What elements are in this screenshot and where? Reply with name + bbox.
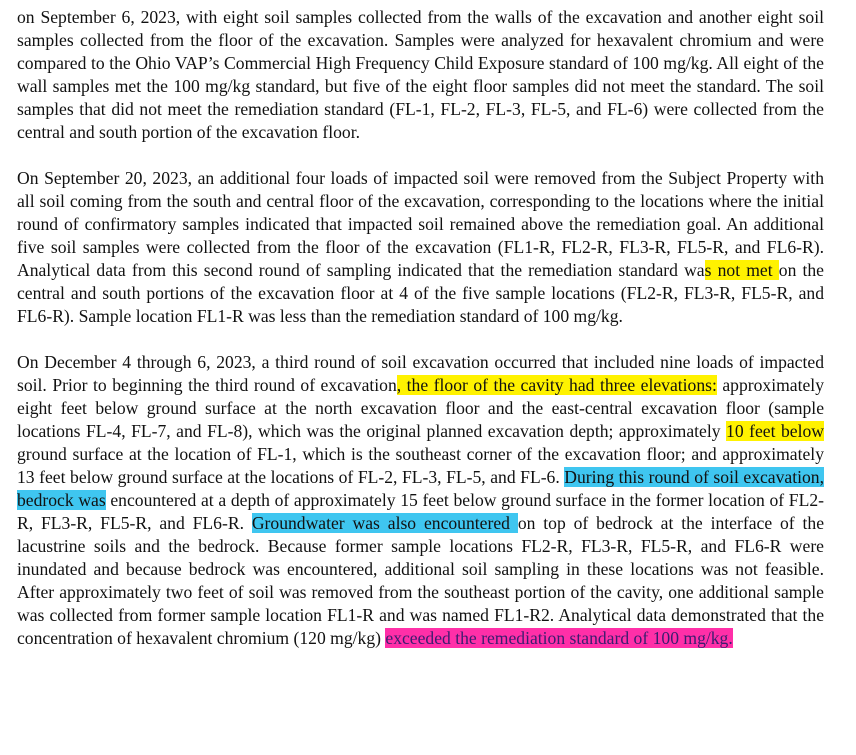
highlight-not-met: s not met <box>704 260 779 280</box>
paragraph-text: approximately eight feet below ground surface at the north excavation floor and the east-central excavation floor (sample locations FL-4, FL-7, and FL-8), which was the original planned excavation depth; approximately <box>17 375 824 441</box>
highlight-three-elevations: , the floor of the cavity had three elevations: <box>396 375 717 395</box>
highlight-exceeded: exceeded the remediation standard of 100 mg/kg. <box>385 628 733 648</box>
paragraph-text: on September 6, 2023, with eight soil samples collected from the walls of the excavation and another eight soil samples collected from the floor of the excavation. Samples were analyzed for hexavalent chromium and were compared to the Ohio VAP’s Commercial High Frequency Child Exposure standard of 100 mg/kg. All eight of the wall samples met the 100 mg/kg standard, but five of the eight floor samples did not meet the standard. The soil samples that did not meet the remediation standard (FL-1, FL-2, FL-3, FL-5, and FL-6) were collected from the central and south portion of the excavation floor. <box>17 7 824 142</box>
highlight-groundwater: Groundwater was also encountered <box>251 513 518 533</box>
paragraph-3 <box>17 351 824 650</box>
highlight-10-feet: 10 feet below <box>726 421 824 441</box>
paragraph-text: ground surface at the location of FL-1, which is the southeast corner of the excavation floor; and approximately 13 feet below ground surface at the locations of FL-2, FL-3, FL-5, and FL-6. <box>17 444 824 487</box>
paragraph-2 <box>17 167 824 328</box>
paragraph-1 <box>17 6 824 144</box>
paragraph-text: On September 20, 2023, an additional four loads of impacted soil were removed from the Subject Property with all soil coming from the south and central floor of the excavation, corresponding to the locations where the initial round of confirmatory samples indicated that impacted soil remained above the remediation goal. An additional five soil samples were collected from the floor of the excavation (FL1-R, FL2-R, FL3-R, FL5-R, and FL6-R). Analytical data from this second round of sampling indicated that the remediation standard wa <box>17 168 824 280</box>
paragraph-text: on the central and south portions of the excavation floor at 4 of the five sample locations (FL2-R, FL3-R, FL5-R, and FL6-R). Sample location FL1-R was less than the remediation standard of 100 mg/kg. <box>17 260 824 326</box>
highlight-bedrock: During this round of soil excavation, bedrock was <box>17 467 824 510</box>
paragraph-text: On December 4 through 6, 2023, a third round of soil excavation occurred that included nine loads of impacted soil. Prior to beginning the third round of excavation <box>17 352 824 395</box>
paragraph-text: encountered at a depth of approximately 15 feet below ground surface in the former location of FL2-R, FL3-R, FL5-R, and FL6-R. <box>17 490 824 533</box>
paragraph-text: on top of bedrock at the interface of the lacustrine soils and the bedrock. Because former sample locations FL2-R, FL3-R, FL5-R, and FL6-R were inundated and because bedrock was encountered, additional soil sampling in these locations was not feasible. After approximately two feet of soil was removed from the southeast portion of the cavity, one additional sample was collected from former sample location FL1-R and was named FL1-R2. Analytical data demonstrated that the concentration of hexavalent chromium (120 mg/kg) <box>17 513 825 648</box>
